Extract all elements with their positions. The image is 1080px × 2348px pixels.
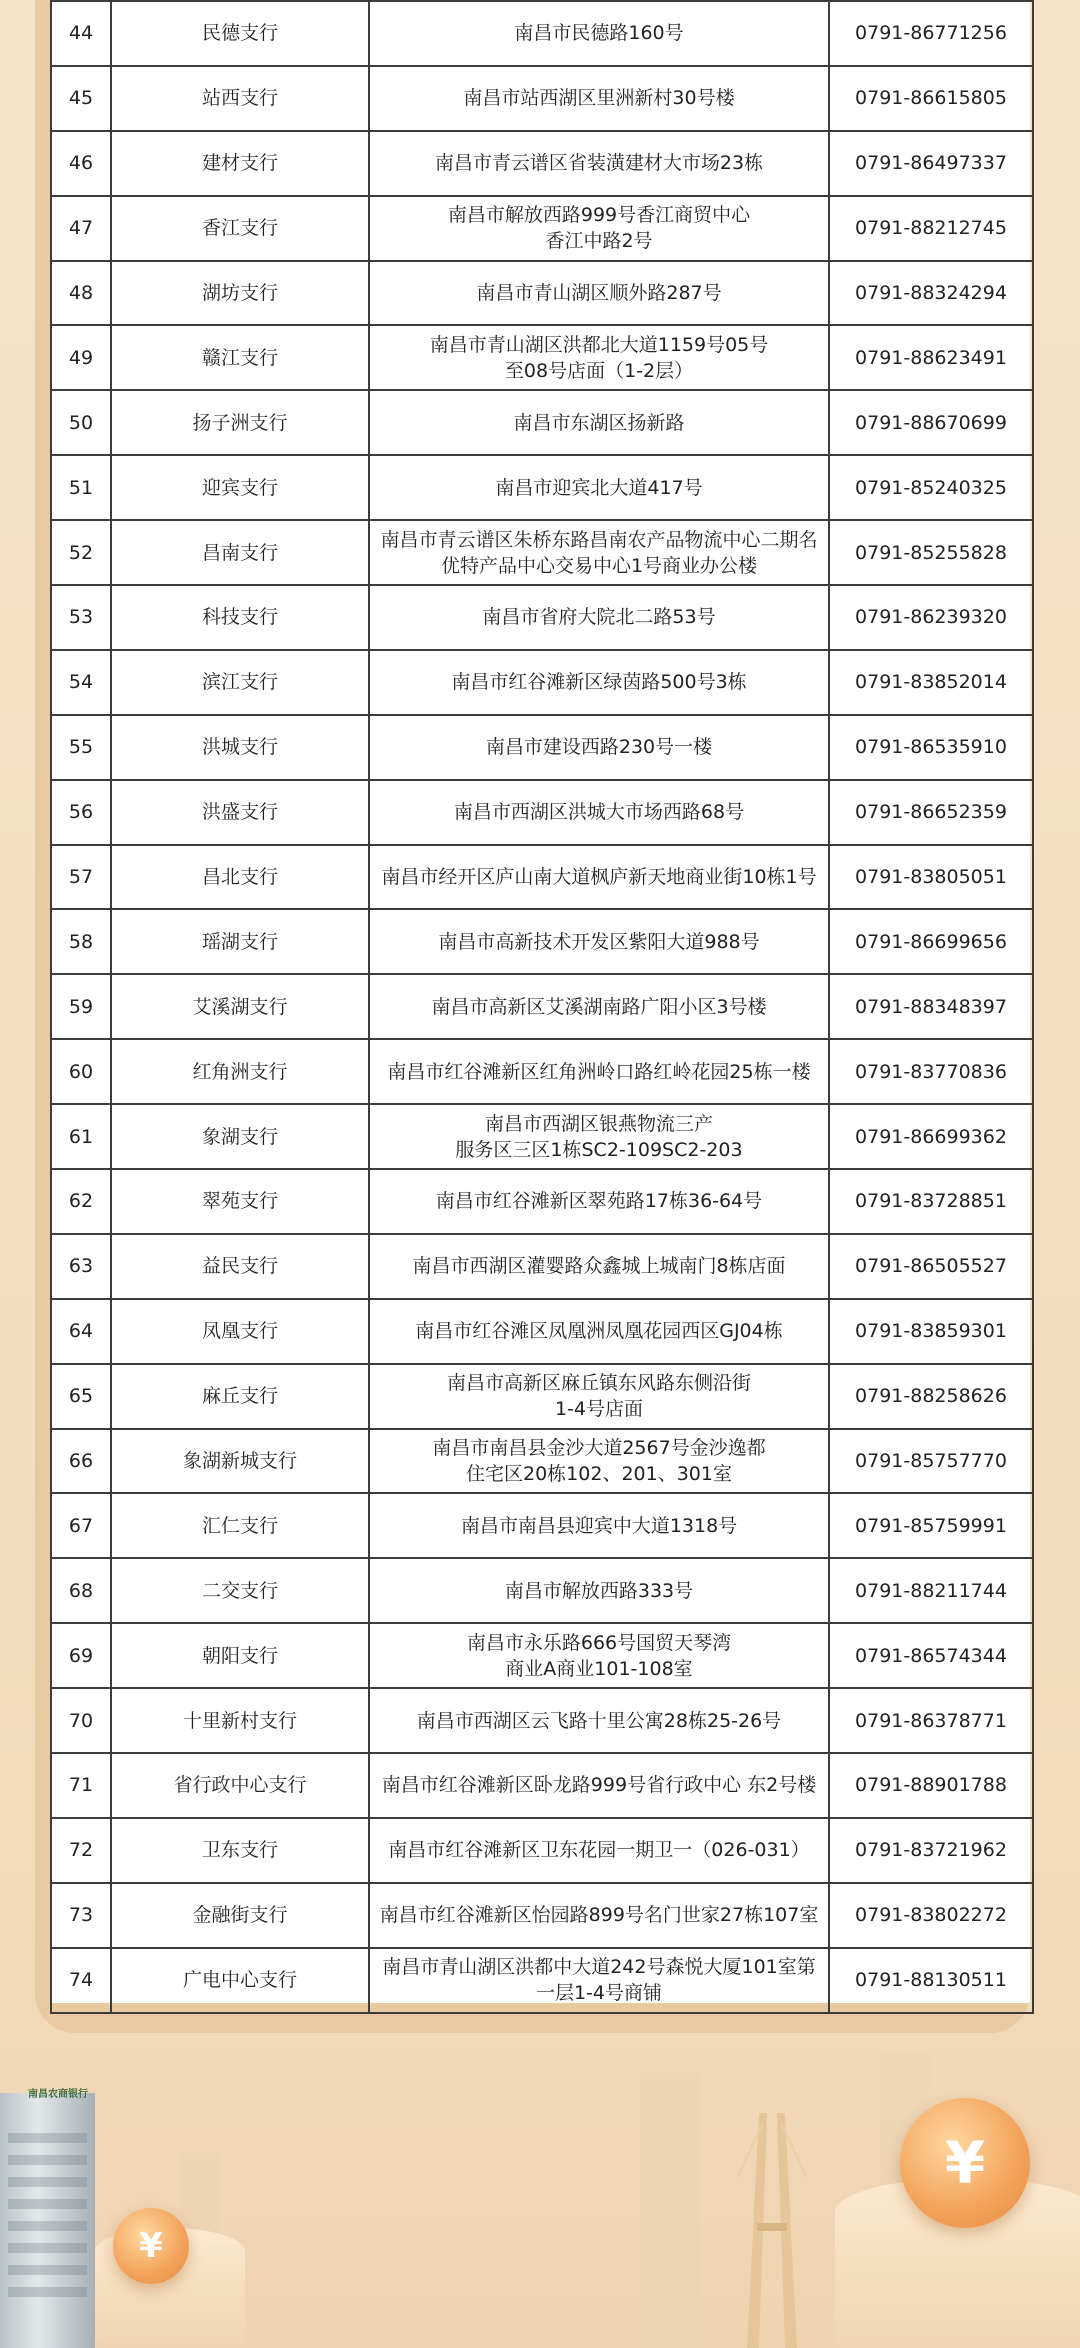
cell-address: 南昌市建设西路230号一楼 xyxy=(369,715,829,780)
cell-phone: 0791-86574344 xyxy=(829,1623,1033,1688)
cell-branch-name: 民德支行 xyxy=(111,1,369,66)
cell-number: 56 xyxy=(51,780,111,845)
table-row xyxy=(51,585,1033,650)
table-row xyxy=(51,1364,1033,1429)
table-row xyxy=(51,455,1033,520)
cell-phone: 0791-88348397 xyxy=(829,974,1033,1039)
cell-number: 48 xyxy=(51,261,111,326)
cell-address: 南昌市西湖区云飞路十里公寓28栋25-26号 xyxy=(369,1688,829,1753)
cell-number: 65 xyxy=(51,1364,111,1429)
table-row xyxy=(51,974,1033,1039)
table-row xyxy=(51,715,1033,780)
cell-number: 52 xyxy=(51,520,111,585)
table-row xyxy=(51,325,1033,390)
cell-address: 南昌市西湖区洪城大市场西路68号 xyxy=(369,780,829,845)
cell-phone: 0791-83770836 xyxy=(829,1039,1033,1104)
cell-address: 南昌市西湖区银燕物流三产 服务区三区1栋SC2-109SC2-203 xyxy=(369,1104,829,1169)
cell-address: 南昌市迎宾北大道417号 xyxy=(369,455,829,520)
cell-number: 68 xyxy=(51,1558,111,1623)
cell-number: 58 xyxy=(51,909,111,974)
cell-address: 南昌市高新区麻丘镇东风路东侧沿街 1-4号店面 xyxy=(369,1364,829,1429)
cell-phone: 0791-83859301 xyxy=(829,1299,1033,1364)
cell-number: 71 xyxy=(51,1753,111,1818)
cell-number: 51 xyxy=(51,455,111,520)
cell-branch-name: 扬子洲支行 xyxy=(111,390,369,455)
cell-address: 南昌市青云谱区省装潢建材大市场23栋 xyxy=(369,131,829,196)
cell-branch-name: 昌北支行 xyxy=(111,845,369,910)
table-row xyxy=(51,780,1033,845)
cell-phone: 0791-83728851 xyxy=(829,1169,1033,1234)
table-row xyxy=(51,1558,1033,1623)
bridge-tower-icon xyxy=(737,2103,807,2348)
table-row xyxy=(51,1948,1033,2013)
cell-phone: 0791-86652359 xyxy=(829,780,1033,845)
cell-phone: 0791-86505527 xyxy=(829,1234,1033,1299)
cell-number: 46 xyxy=(51,131,111,196)
cell-number: 57 xyxy=(51,845,111,910)
table-row xyxy=(51,196,1033,261)
cell-branch-name: 迎宾支行 xyxy=(111,455,369,520)
cell-address: 南昌市解放西路333号 xyxy=(369,1558,829,1623)
table-row xyxy=(51,520,1033,585)
cell-address: 南昌市解放西路999号香江商贸中心 香江中路2号 xyxy=(369,196,829,261)
cell-address: 南昌市红谷滩区凤凰洲凤凰花园西区GJ04栋 xyxy=(369,1299,829,1364)
cell-address: 南昌市永乐路666号国贸天琴湾 商业A商业101-108室 xyxy=(369,1623,829,1688)
cell-address: 南昌市省府大院北二路53号 xyxy=(369,585,829,650)
cell-phone: 0791-88670699 xyxy=(829,390,1033,455)
cell-phone: 0791-83802272 xyxy=(829,1883,1033,1948)
cell-branch-name: 红角洲支行 xyxy=(111,1039,369,1104)
table-row xyxy=(51,1883,1033,1948)
cell-phone: 0791-85240325 xyxy=(829,455,1033,520)
cell-phone: 0791-86239320 xyxy=(829,585,1033,650)
table-row xyxy=(51,66,1033,131)
bank-sign: 南昌农商银行 xyxy=(28,2089,88,2100)
cell-address: 南昌市西湖区灌婴路众鑫城上城南门8栋店面 xyxy=(369,1234,829,1299)
cell-number: 55 xyxy=(51,715,111,780)
cell-phone: 0791-86535910 xyxy=(829,715,1033,780)
cell-branch-name: 汇仁支行 xyxy=(111,1493,369,1558)
cell-number: 54 xyxy=(51,650,111,715)
cell-phone: 0791-88211744 xyxy=(829,1558,1033,1623)
cell-number: 67 xyxy=(51,1493,111,1558)
yuan-coin-icon: ¥ xyxy=(900,2098,1030,2228)
cell-number: 74 xyxy=(51,1948,111,2013)
cell-branch-name: 科技支行 xyxy=(111,585,369,650)
cell-phone: 0791-86615805 xyxy=(829,66,1033,131)
cell-branch-name: 站西支行 xyxy=(111,66,369,131)
cell-address: 南昌市青云谱区朱桥东路昌南农产品物流中心二期名 优特产品中心交易中心1号商业办公楼 xyxy=(369,520,829,585)
cell-branch-name: 二交支行 xyxy=(111,1558,369,1623)
cell-number: 50 xyxy=(51,390,111,455)
table-row xyxy=(51,1753,1033,1818)
branch-table xyxy=(50,0,1034,2014)
cell-branch-name: 洪盛支行 xyxy=(111,780,369,845)
cell-address: 南昌市红谷滩新区怡园路899号名门世家27栋107室 xyxy=(369,1883,829,1948)
cell-phone: 0791-85759991 xyxy=(829,1493,1033,1558)
cell-phone: 0791-88901788 xyxy=(829,1753,1033,1818)
cell-phone: 0791-88324294 xyxy=(829,261,1033,326)
table-row xyxy=(51,1429,1033,1494)
cell-number: 73 xyxy=(51,1883,111,1948)
cell-number: 45 xyxy=(51,66,111,131)
table-row xyxy=(51,261,1033,326)
cell-number: 60 xyxy=(51,1039,111,1104)
table-row xyxy=(51,845,1033,910)
cell-branch-name: 象湖支行 xyxy=(111,1104,369,1169)
cell-branch-name: 昌南支行 xyxy=(111,520,369,585)
cell-phone: 0791-85255828 xyxy=(829,520,1033,585)
cell-address: 南昌市南昌县金沙大道2567号金沙逸都 住宅区20栋102、201、301室 xyxy=(369,1429,829,1494)
cell-phone: 0791-86497337 xyxy=(829,131,1033,196)
cell-branch-name: 麻丘支行 xyxy=(111,1364,369,1429)
cell-number: 70 xyxy=(51,1688,111,1753)
table-row xyxy=(51,909,1033,974)
cell-branch-name: 洪城支行 xyxy=(111,715,369,780)
cell-address: 南昌市红谷滩新区绿茵路500号3栋 xyxy=(369,650,829,715)
bank-building-icon xyxy=(0,2093,95,2348)
cell-address: 南昌市东湖区扬新路 xyxy=(369,390,829,455)
table-row xyxy=(51,1169,1033,1234)
cell-address: 南昌市民德路160号 xyxy=(369,1,829,66)
cell-number: 72 xyxy=(51,1818,111,1883)
table-row xyxy=(51,1299,1033,1364)
cell-branch-name: 广电中心支行 xyxy=(111,1948,369,2013)
table-row xyxy=(51,1818,1033,1883)
cell-branch-name: 赣江支行 xyxy=(111,325,369,390)
cell-number: 53 xyxy=(51,585,111,650)
cell-branch-name: 十里新村支行 xyxy=(111,1688,369,1753)
cell-phone: 0791-86699362 xyxy=(829,1104,1033,1169)
bottom-decoration xyxy=(0,2033,1080,2348)
cell-phone: 0791-83852014 xyxy=(829,650,1033,715)
cell-address: 南昌市高新技术开发区紫阳大道988号 xyxy=(369,909,829,974)
cell-address: 南昌市红谷滩新区卧龙路999号省行政中心 东2号楼 xyxy=(369,1753,829,1818)
cell-address: 南昌市红谷滩新区红角洲岭口路红岭花园25栋一楼 xyxy=(369,1039,829,1104)
cell-address: 南昌市红谷滩新区卫东花园一期卫一（026-031） xyxy=(369,1818,829,1883)
cell-address: 南昌市青山湖区洪都北大道1159号05号 至08号店面（1-2层） xyxy=(369,325,829,390)
cell-number: 62 xyxy=(51,1169,111,1234)
cell-number: 44 xyxy=(51,1,111,66)
cell-branch-name: 象湖新城支行 xyxy=(111,1429,369,1494)
cell-phone: 0791-86771256 xyxy=(829,1,1033,66)
cell-branch-name: 省行政中心支行 xyxy=(111,1753,369,1818)
cell-branch-name: 翠苑支行 xyxy=(111,1169,369,1234)
cell-branch-name: 凤凰支行 xyxy=(111,1299,369,1364)
table-row xyxy=(51,1234,1033,1299)
cell-number: 61 xyxy=(51,1104,111,1169)
table-row xyxy=(51,1688,1033,1753)
cell-branch-name: 香江支行 xyxy=(111,196,369,261)
table-row xyxy=(51,390,1033,455)
cell-branch-name: 金融街支行 xyxy=(111,1883,369,1948)
cell-address: 南昌市红谷滩新区翠苑路17栋36-64号 xyxy=(369,1169,829,1234)
cell-branch-name: 滨江支行 xyxy=(111,650,369,715)
cell-branch-name: 卫东支行 xyxy=(111,1818,369,1883)
cell-number: 63 xyxy=(51,1234,111,1299)
table-row xyxy=(51,131,1033,196)
cell-address: 南昌市经开区庐山南大道枫庐新天地商业街10栋1号 xyxy=(369,845,829,910)
cell-phone: 0791-85757770 xyxy=(829,1429,1033,1494)
cell-phone: 0791-83721962 xyxy=(829,1818,1033,1883)
cell-address: 南昌市站西湖区里洲新村30号楼 xyxy=(369,66,829,131)
table-row xyxy=(51,1623,1033,1688)
cell-number: 49 xyxy=(51,325,111,390)
cell-number: 66 xyxy=(51,1429,111,1494)
cell-number: 59 xyxy=(51,974,111,1039)
cell-phone: 0791-86699656 xyxy=(829,909,1033,974)
table-row xyxy=(51,650,1033,715)
cell-address: 南昌市高新区艾溪湖南路广阳小区3号楼 xyxy=(369,974,829,1039)
table-row xyxy=(51,1039,1033,1104)
cell-number: 64 xyxy=(51,1299,111,1364)
cell-phone: 0791-83805051 xyxy=(829,845,1033,910)
cell-branch-name: 瑶湖支行 xyxy=(111,909,369,974)
cell-phone: 0791-86378771 xyxy=(829,1688,1033,1753)
table-row xyxy=(51,1104,1033,1169)
cell-branch-name: 朝阳支行 xyxy=(111,1623,369,1688)
cell-branch-name: 建材支行 xyxy=(111,131,369,196)
yuan-coin-icon: ¥ xyxy=(113,2208,189,2284)
cell-phone: 0791-88623491 xyxy=(829,325,1033,390)
cell-address: 南昌市青山湖区洪都中大道242号森悦大厦101室第 一层1-4号商铺 xyxy=(369,1948,829,2013)
cell-address: 南昌市南昌县迎宾中大道1318号 xyxy=(369,1493,829,1558)
cell-address: 南昌市青山湖区顺外路287号 xyxy=(369,261,829,326)
cell-number: 47 xyxy=(51,196,111,261)
cell-phone: 0791-88212745 xyxy=(829,196,1033,261)
cell-phone: 0791-88130511 xyxy=(829,1948,1033,2013)
cell-phone: 0791-88258626 xyxy=(829,1364,1033,1429)
table-row xyxy=(51,1493,1033,1558)
cell-branch-name: 益民支行 xyxy=(111,1234,369,1299)
cell-branch-name: 湖坊支行 xyxy=(111,261,369,326)
cell-branch-name: 艾溪湖支行 xyxy=(111,974,369,1039)
cell-number: 69 xyxy=(51,1623,111,1688)
background-building xyxy=(640,2073,700,2348)
table-row xyxy=(51,1,1033,66)
